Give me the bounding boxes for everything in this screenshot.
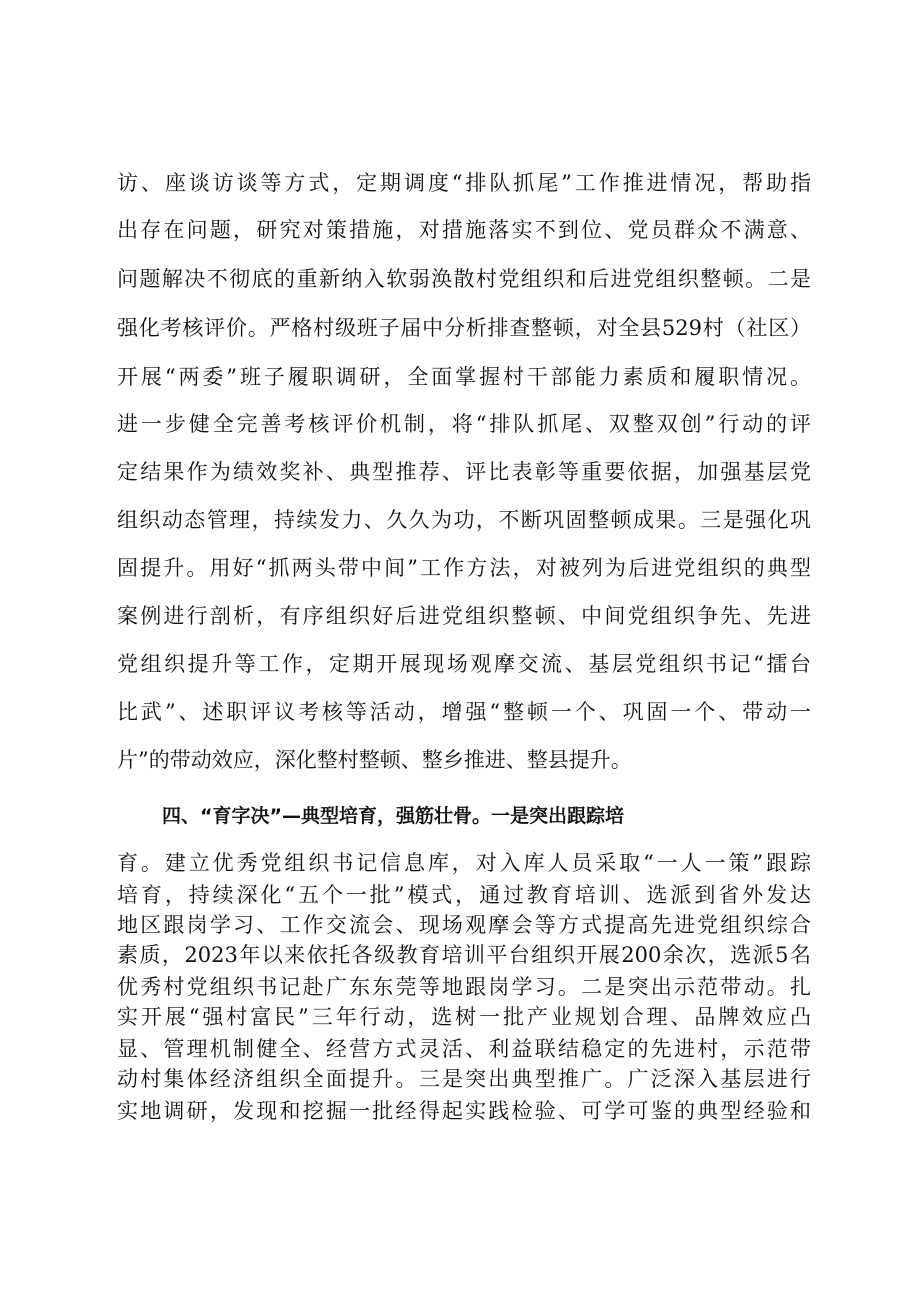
- text-line: 动村集体经济组织全面提升。三是突出典型推广。广泛深入基层进行: [117, 1067, 811, 1091]
- text-line: 育。建立优秀党组织书记信息库，对入库人员采取“一人一策”跟踪: [117, 851, 811, 875]
- text-line: 党组织提升等工作，定期开展现场观摩交流、基层党组织书记“擂台: [117, 652, 811, 676]
- text-line: 培育，持续深化“五个一批”模式，通过教育培训、选派到省外发达: [117, 883, 811, 907]
- text-line: 定结果作为绩效奖补、典型推荐、评比表彰等重要依据，加强基层党: [117, 460, 811, 484]
- text-line: 素质，2023年以来依托各级教育培训平台组织开展200余次，选派5名: [117, 943, 811, 967]
- text-line: 比武”、述职评议考核等活动，增强“整顿一个、巩固一个、带动一: [117, 700, 811, 724]
- text-line: 出存在问题，研究对策措施，对措施落实不到位、党员群众不满意、: [117, 218, 811, 242]
- text-line: 实开展“强村富民”三年行动，选树一批产业规划合理、品牌效应凸: [117, 1005, 811, 1029]
- text-line: 强化考核评价。严格村级班子届中分析排查整顿，对全县529村（社区）: [117, 316, 811, 340]
- text-line: 组织动态管理，持续发力、久久为功，不断巩固整顿成果。三是强化巩: [117, 508, 811, 532]
- text-line: 优秀村党组织书记赴广东东莞等地跟岗学习。二是突出示范带动。扎: [117, 975, 811, 999]
- section-heading: 四、“育字决”—典型培育，强筋壮骨。一是突出跟踪培: [162, 805, 624, 827]
- text-line: 固提升。用好“抓两头带中间”工作方法，对被列为后进党组织的典型: [117, 556, 811, 580]
- text-line: 片”的带动效应，深化整村整顿、整乡推进、整县提升。: [117, 748, 632, 772]
- text-line: 问题解决不彻底的重新纳入软弱涣散村党组织和后进党组织整顿。二是: [117, 267, 811, 291]
- text-line: 进一步健全完善考核评价机制，将“排队抓尾、双整双创”行动的评: [117, 412, 811, 436]
- text-line: 实地调研，发现和挖掘一批经得起实践检验、可学可鉴的典型经验和: [117, 1099, 811, 1123]
- text-line: 地区跟岗学习、工作交流会、现场观摩会等方式提高先进党组织综合: [117, 913, 811, 937]
- text-line: 显、管理机制健全、经营方式灵活、利益联结稳定的先进村，示范带: [117, 1037, 811, 1061]
- text-line: 开展“两委”班子履职调研，全面掌握村干部能力素质和履职情况。: [117, 365, 811, 389]
- text-line: 访、座谈访谈等方式，定期调度“排队抓尾”工作推进情况，帮助指: [117, 171, 811, 195]
- text-line: 案例进行剖析，有序组织好后进党组织整顿、中间党组织争先、先进: [117, 604, 811, 628]
